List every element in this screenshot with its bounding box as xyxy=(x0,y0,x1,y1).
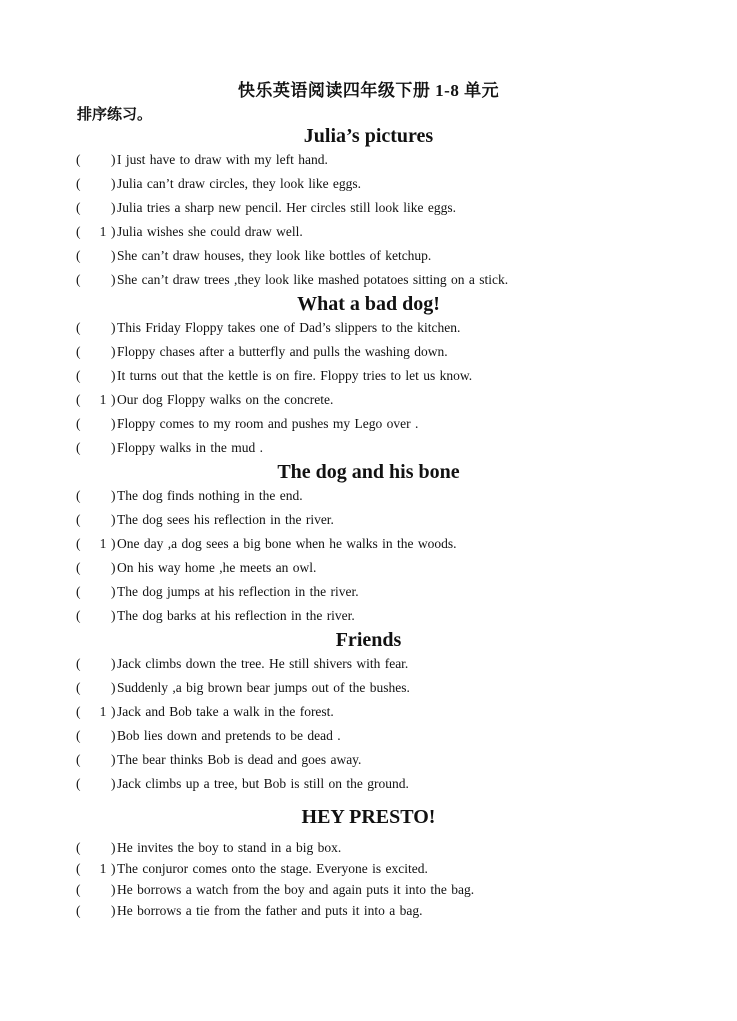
open-paren: ( xyxy=(76,752,81,767)
ordering-item xyxy=(0,244,737,268)
ordering-item xyxy=(0,532,737,556)
sentence-text: Julia can’t draw circles, they look like eggs. xyxy=(117,176,362,191)
ordering-item xyxy=(0,604,737,628)
order-answer-blank[interactable]: 1 xyxy=(99,704,107,719)
close-paren: ) xyxy=(111,704,116,719)
section-what-a-bad-dog xyxy=(0,292,737,460)
open-paren: ( xyxy=(76,368,81,383)
ordering-item xyxy=(0,879,737,900)
open-paren: ( xyxy=(76,440,81,455)
ordering-item xyxy=(0,484,737,508)
close-paren: ) xyxy=(111,560,116,575)
order-answer-blank[interactable]: 1 xyxy=(99,392,107,407)
ordering-item xyxy=(0,900,737,921)
sentence-text: Floppy comes to my room and pushes my Lego over . xyxy=(117,416,419,431)
sentence-text: He borrows a tie from the father and puts it into a bag. xyxy=(117,903,423,918)
sentence-text: She can’t draw trees ,they look like mashed potatoes sitting on a stick. xyxy=(117,272,509,287)
ordering-item xyxy=(0,724,737,748)
sentence-text: It turns out that the kettle is on fire. Floppy tries to let us know. xyxy=(117,368,473,383)
close-paren: ) xyxy=(111,440,116,455)
ordering-item xyxy=(0,268,737,292)
sentence-text: This Friday Floppy takes one of Dad’s slippers to the kitchen. xyxy=(117,320,461,335)
ordering-item xyxy=(0,364,737,388)
close-paren: ) xyxy=(111,861,116,876)
open-paren: ( xyxy=(76,680,81,695)
open-paren: ( xyxy=(76,224,81,239)
sentence-text: Jack and Bob take a walk in the forest. xyxy=(117,704,334,719)
open-paren: ( xyxy=(76,200,81,215)
sentence-text: The dog barks at his reflection in the river. xyxy=(117,608,355,623)
section-title: HEY PRESTO! xyxy=(301,806,436,828)
instruction-text: 排序练习。 xyxy=(77,107,153,123)
close-paren: ) xyxy=(111,416,116,431)
close-paren: ) xyxy=(111,320,116,335)
close-paren: ) xyxy=(111,248,116,263)
open-paren: ( xyxy=(76,416,81,431)
section-title: Friends xyxy=(335,629,402,651)
sentence-text: Bob lies down and pretends to be dead . xyxy=(117,728,341,743)
close-paren: ) xyxy=(111,584,116,599)
open-paren: ( xyxy=(76,584,81,599)
sentence-text: The dog finds nothing in the end. xyxy=(117,488,303,503)
ordering-item xyxy=(0,858,737,879)
close-paren: ) xyxy=(111,608,116,623)
sentence-text: On his way home ,he meets an owl. xyxy=(117,560,317,575)
open-paren: ( xyxy=(76,704,81,719)
ordering-item xyxy=(0,580,737,604)
sentence-text: He invites the boy to stand in a big box. xyxy=(117,840,342,855)
order-answer-blank[interactable]: 1 xyxy=(99,224,107,239)
close-paren: ) xyxy=(111,680,116,695)
ordering-item xyxy=(0,700,737,724)
ordering-item xyxy=(0,388,737,412)
ordering-item xyxy=(0,748,737,772)
sentence-text: Julia tries a sharp new pencil. Her circles still look like eggs. xyxy=(117,200,457,215)
open-paren: ( xyxy=(76,861,81,876)
ordering-item xyxy=(0,837,737,858)
sentence-text: Julia wishes she could draw well. xyxy=(117,224,303,239)
ordering-item xyxy=(0,436,737,460)
open-paren: ( xyxy=(76,882,81,897)
sentence-text: The dog jumps at his reflection in the river. xyxy=(117,584,359,599)
open-paren: ( xyxy=(76,488,81,503)
ordering-item xyxy=(0,652,737,676)
close-paren: ) xyxy=(111,776,116,791)
close-paren: ) xyxy=(111,368,116,383)
sentence-text: Floppy chases after a butterfly and pulls the washing down. xyxy=(117,344,448,359)
ordering-item xyxy=(0,172,737,196)
close-paren: ) xyxy=(111,488,116,503)
open-paren: ( xyxy=(76,903,81,918)
open-paren: ( xyxy=(76,840,81,855)
sentence-text: Suddenly ,a big brown bear jumps out of the bushes. xyxy=(117,680,410,695)
close-paren: ) xyxy=(111,512,116,527)
close-paren: ) xyxy=(111,392,116,407)
ordering-item xyxy=(0,556,737,580)
open-paren: ( xyxy=(76,320,81,335)
close-paren: ) xyxy=(111,344,116,359)
section-dog-and-bone xyxy=(0,460,737,628)
ordering-item xyxy=(0,220,737,244)
close-paren: ) xyxy=(111,882,116,897)
close-paren: ) xyxy=(111,272,116,287)
open-paren: ( xyxy=(76,656,81,671)
close-paren: ) xyxy=(111,176,116,191)
close-paren: ) xyxy=(111,200,116,215)
close-paren: ) xyxy=(111,903,116,918)
ordering-item xyxy=(0,412,737,436)
ordering-item xyxy=(0,148,737,172)
sentence-text: Floppy walks in the mud . xyxy=(117,440,263,455)
open-paren: ( xyxy=(76,536,81,551)
ordering-item xyxy=(0,196,737,220)
open-paren: ( xyxy=(76,272,81,287)
open-paren: ( xyxy=(76,392,81,407)
sentence-text: Jack climbs down the tree. He still shivers with fear. xyxy=(117,656,409,671)
sentence-text: I just have to draw with my left hand. xyxy=(117,152,328,167)
open-paren: ( xyxy=(76,728,81,743)
open-paren: ( xyxy=(76,776,81,791)
sentence-text: The dog sees his reflection in the river. xyxy=(117,512,334,527)
section-julias-pictures xyxy=(0,124,737,292)
section-hey-presto xyxy=(0,805,737,921)
sentence-text: The conjuror comes onto the stage. Everyone is excited. xyxy=(117,861,428,876)
close-paren: ) xyxy=(111,840,116,855)
close-paren: ) xyxy=(111,224,116,239)
close-paren: ) xyxy=(111,752,116,767)
open-paren: ( xyxy=(76,560,81,575)
open-paren: ( xyxy=(76,608,81,623)
open-paren: ( xyxy=(76,248,81,263)
sentence-text: One day ,a dog sees a big bone when he walks in the woods. xyxy=(117,536,457,551)
sentence-text: The bear thinks Bob is dead and goes away. xyxy=(117,752,362,767)
section-title: Julia’s pictures xyxy=(303,125,434,147)
sentence-text: Jack climbs up a tree, but Bob is still on the ground. xyxy=(117,776,409,791)
open-paren: ( xyxy=(76,176,81,191)
order-answer-blank[interactable]: 1 xyxy=(99,536,107,551)
section-title: What a bad dog! xyxy=(297,293,440,315)
close-paren: ) xyxy=(111,536,116,551)
close-paren: ) xyxy=(111,728,116,743)
sentence-text: He borrows a watch from the boy and again puts it into the bag. xyxy=(117,882,475,897)
sentence-text: Our dog Floppy walks on the concrete. xyxy=(117,392,334,407)
order-answer-blank[interactable]: 1 xyxy=(99,861,107,876)
sentence-text: She can’t draw houses, they look like bottles of ketchup. xyxy=(117,248,432,263)
ordering-item xyxy=(0,772,737,796)
open-paren: ( xyxy=(76,344,81,359)
section-title: The dog and his bone xyxy=(277,461,460,483)
open-paren: ( xyxy=(76,152,81,167)
close-paren: ) xyxy=(111,152,116,167)
ordering-item xyxy=(0,676,737,700)
close-paren: ) xyxy=(111,656,116,671)
section-friends xyxy=(0,628,737,796)
document-title: 快乐英语阅读四年级下册 1-8 单元 xyxy=(237,81,500,100)
ordering-item xyxy=(0,508,737,532)
ordering-item xyxy=(0,340,737,364)
open-paren: ( xyxy=(76,512,81,527)
ordering-item xyxy=(0,316,737,340)
